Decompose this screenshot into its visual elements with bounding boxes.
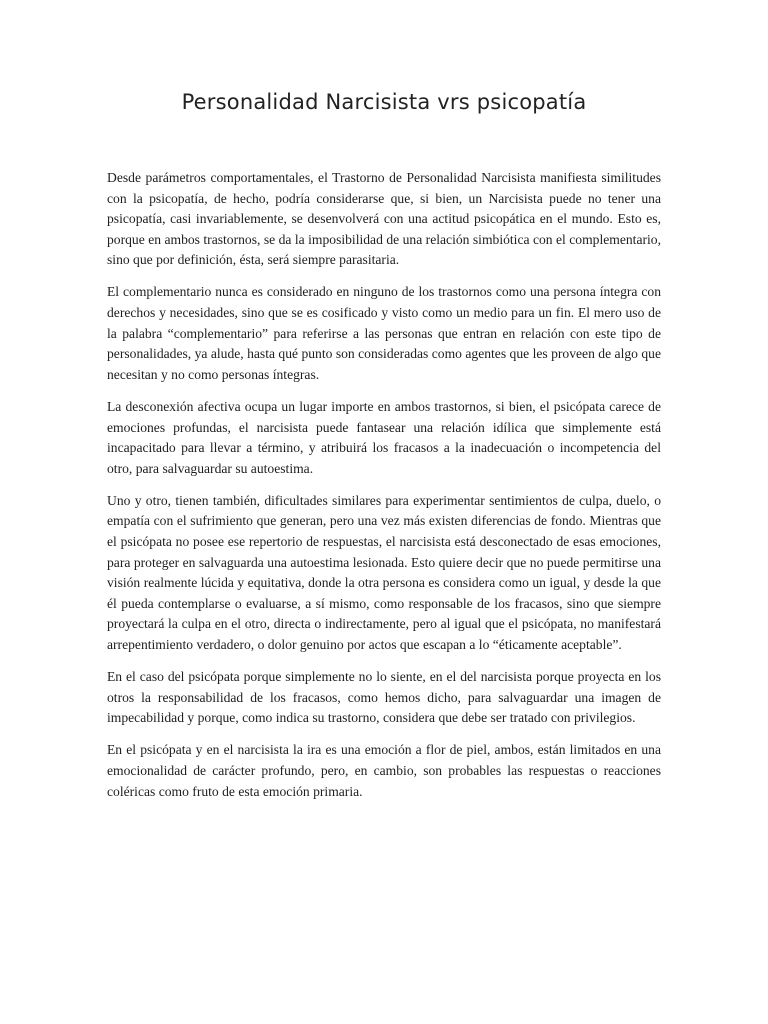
document-body bbox=[107, 168, 661, 814]
paragraph: En el caso del psicópata porque simplemente no lo siente, en el del narcisista porque proyecta en los otros la responsabilidad de los fracasos, como hemos dicho, para salvaguardar una imagen de impecabilidad y porque, como indica su trastorno, considera que debe ser tratado con privilegios. bbox=[107, 669, 661, 726]
paragraph: Desde parámetros comportamentales, el Trastorno de Personalidad Narcisista manifiesta similitudes con la psicopatía, de hecho, podría considerarse que, si bien, un Narcisista puede no tener una psicopatía, casi invariablemente, se desenvolverá con una actitud psicopática en el mundo. Esto es, porque en ambos trastornos, se da la imposibilidad de una relación simbiótica con el complementario, sino que por definición, ésta, será siempre parasitaria. bbox=[107, 170, 661, 268]
paragraph: El complementario nunca es considerado en ninguno de los trastornos como una persona íntegra con derechos y necesidades, sino que se es cosificado y visto como un medio para un fin. El mero uso de la palabra “complementario” para referirse a las personas que entran en relación con este tipo de personalidades, ya alude, hasta qué punto son consideradas como agentes que les proveen de algo que necesitan y no como personas íntegras. bbox=[107, 284, 661, 382]
paragraph: La desconexión afectiva ocupa un lugar importe en ambos trastornos, si bien, el psicópata carece de emociones profundas, el narcisista puede fantasear una relación idílica que simplemente está incapacitado para llevar a término, y atribuirá los fracasos a la inadecuación o incompetencia del otro, para salvaguardar su autoestima. bbox=[107, 398, 661, 476]
document-title: Personalidad Narcisista vrs psicopatía bbox=[181, 90, 587, 114]
paragraph: Uno y otro, tienen también, dificultades similares para experimentar sentimientos de culpa, duelo, o empatía con el sufrimiento que generan, pero una vez más existen diferencias de fondo. Mientras que el psicópata no posee ese repertorio de respuestas, el narcisista está desconectado de esas emociones, para proteger en salvaguarda una autoestima lesionada. Esto quiere decir que no puede permitirse una visión realmente lúcida y equitativa, donde la otra persona es considera como un igual, y desde la que él pueda contemplarse o evaluarse, a sí mismo, como responsable de los fracasos, sino que siempre proyectará la culpa en el otro, directa o indirectamente, pero al igual que el psicópata, no manifestará arrepentimiento verdadero, o dolor genuino por actos que escapan a lo “éticamente aceptable”. bbox=[107, 492, 661, 652]
paragraph: En el psicópata y en el narcisista la ira es una emoción a flor de piel, ambos, están limitados en una emocionalidad de carácter profundo, pero, en cambio, son probables las respuestas o reacciones coléricas como fruto de esta emoción primaria. bbox=[107, 742, 661, 799]
